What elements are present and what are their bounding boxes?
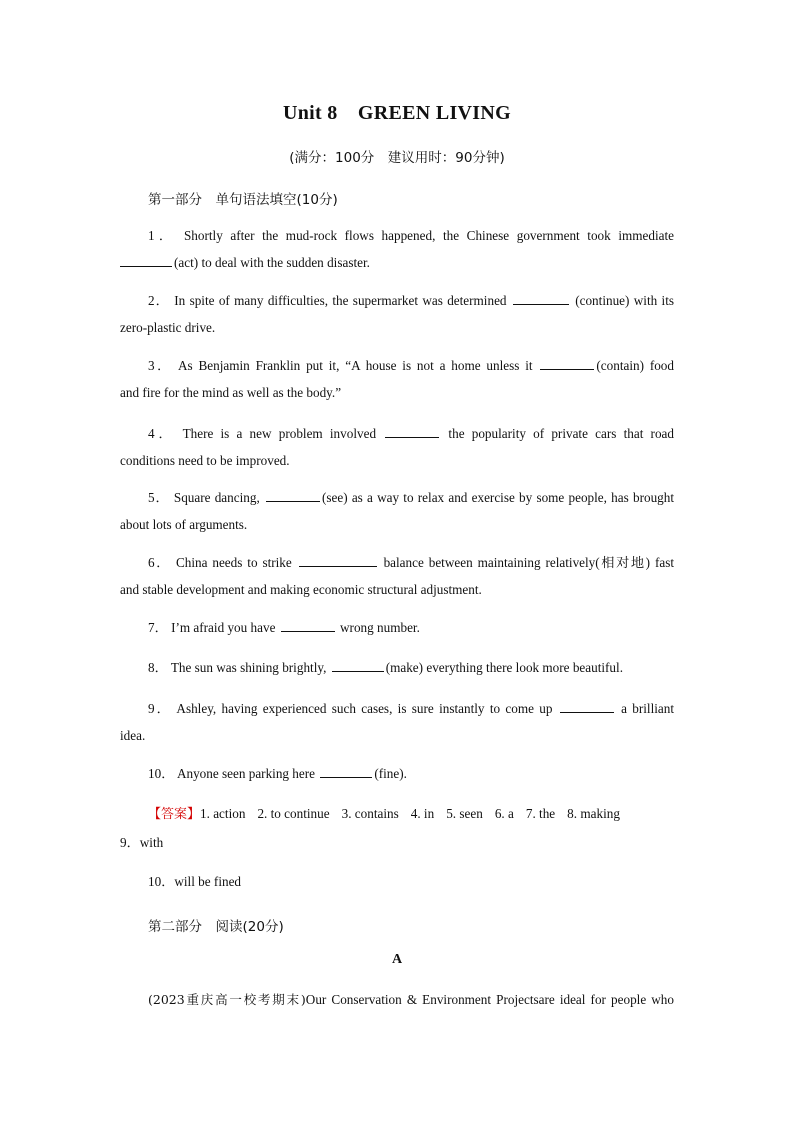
answer-item: 3. contains (341, 806, 399, 821)
question-number: 9． (148, 701, 172, 716)
question-text: about lots of arguments. (120, 517, 248, 532)
question-text: a brilliant (615, 701, 675, 716)
question-9 (120, 695, 674, 749)
answer-item: 7. the (525, 806, 556, 821)
page-title: Unit 8 GREEN LIVING (283, 102, 511, 124)
question-text: wrong number. (336, 620, 420, 635)
question-text: Ashley, having experienced such cases, is sure instantly to come up (176, 701, 558, 716)
question-text: China needs to strike (175, 555, 297, 570)
question-2 (120, 287, 674, 341)
question-text: idea. (120, 728, 146, 743)
question-number: 2． (148, 293, 170, 308)
question-number: 4． (148, 426, 176, 441)
answer-blank (513, 292, 569, 305)
answer-item: 8. making (567, 806, 620, 821)
part1-heading: 第一部分 单句语法填空(10分) (148, 192, 338, 208)
answer-item: 4. in (410, 806, 435, 821)
question-text: and stable development and making economic structural adjustment. (120, 582, 482, 597)
score-time-info: (满分：100分 建议用时：90分钟) (289, 150, 505, 166)
answer-item: 1. action (200, 806, 246, 821)
answer-line-2: 9．with (120, 835, 164, 850)
question-number: 10． (148, 766, 175, 781)
question-number: 5． (148, 490, 170, 505)
answer-key (120, 800, 674, 857)
answer-item: 2. to continue (257, 806, 330, 821)
passage-text: Our Conservation & Environment Projectsare ideal for people who (305, 992, 674, 1007)
answer-blank (332, 659, 384, 672)
answer-blank (540, 357, 594, 370)
question-text: balance between maintaining relatively(相对地) fast (378, 555, 675, 570)
passage-source: (2023重庆高一校考期末) (148, 992, 306, 1007)
question-1 (120, 222, 674, 276)
question-text: zero-plastic drive. (120, 320, 216, 335)
question-text: Anyone seen parking here (176, 766, 319, 781)
question-text: In spite of many difficulties, the supermarket was determined (174, 293, 511, 308)
question-text: (fine). (374, 766, 407, 781)
answer-item: 6. a (494, 806, 514, 821)
answer-blank (299, 554, 377, 567)
question-8 (120, 654, 674, 681)
answer-item: 5. seen (446, 806, 483, 821)
question-text: (continue) with its (570, 293, 675, 308)
section-a-heading: A (391, 952, 403, 967)
answer-line-3: 10．will be fined (148, 874, 242, 889)
answer-blank (320, 765, 372, 778)
answer-blank (385, 425, 439, 438)
question-text: There is a new problem involved (182, 426, 384, 441)
question-number: 8． (148, 660, 168, 675)
question-number: 3． (148, 358, 173, 373)
question-text: (see) as a way to relax and exercise by some people, has brought (321, 490, 675, 505)
question-text: Square dancing, (173, 490, 264, 505)
question-text: The sun was shining brightly, (170, 660, 330, 675)
question-text: As Benjamin Franklin put it, “A house is not a home unless it (177, 358, 539, 373)
question-text: and fire for the mind as well as the body.” (120, 385, 342, 400)
question-text: the popularity of private cars that road (441, 426, 674, 441)
question-number: 1． (148, 228, 177, 243)
answer-blank (266, 489, 320, 502)
question-text: conditions need to be improved. (120, 453, 290, 468)
question-10 (120, 760, 674, 787)
question-text: (contain) food (596, 358, 674, 373)
question-text: (act) to deal with the sudden disaster. (174, 255, 370, 270)
question-number: 7． (148, 620, 168, 635)
question-6 (120, 549, 674, 603)
question-7 (120, 614, 674, 641)
answer-blank (281, 619, 335, 632)
answer-label: 【答案】 (148, 807, 201, 822)
question-text: Shortly after the mud-rock flows happened, the Chinese government took immediate (183, 228, 674, 243)
question-number: 6． (148, 555, 172, 570)
question-text: I’m afraid you have (171, 620, 279, 635)
question-4 (120, 420, 674, 474)
reading-passage (120, 990, 674, 1008)
question-5 (120, 484, 674, 538)
question-text: (make) everything there look more beautiful. (385, 660, 623, 675)
answer-blank (560, 700, 614, 713)
answer-blank (120, 254, 172, 267)
question-3 (120, 352, 674, 406)
part2-heading: 第二部分 阅读(20分) (148, 919, 284, 935)
